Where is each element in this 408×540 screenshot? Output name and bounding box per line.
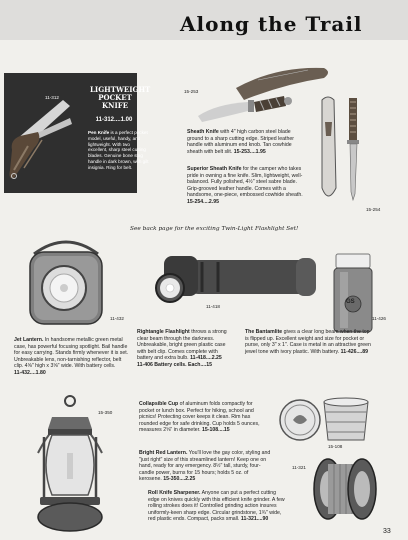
sheath-knife-desc-lead: Sheath Knife xyxy=(187,129,219,135)
see-back-page-note: See back page for the exciting Twin-Light Flashlight Set! xyxy=(130,226,299,232)
superior-sheath-knife-desc-lead: Superior Sheath Knife xyxy=(187,166,242,172)
superior-sheath-knife-image xyxy=(316,92,368,210)
red-lantern-description xyxy=(139,450,271,483)
collapsible-cup-price: 15-108....15 xyxy=(201,427,230,434)
knife-sharpener-image xyxy=(312,456,378,522)
superior-sheath-knife-description xyxy=(187,166,305,206)
bantamlite-price: 11-426....89 xyxy=(340,348,369,355)
bantamlite-image xyxy=(332,252,374,334)
jet-lantern-desc-lead: Jet Lantern. xyxy=(14,337,44,343)
battery-cells-price: 11-406 Battery cells. Each....15 xyxy=(137,361,212,368)
jet-lantern-description xyxy=(14,337,130,377)
jet-lantern-price: 11-432....1.80 xyxy=(14,369,46,376)
knife-sharpener-price: 11-321....90 xyxy=(240,516,269,523)
sheath-knife-desc-body: with 4" high carbon steel blade ground to a sharp cutting edge. Striped leather handle with aluminum end knob. Tan cowhide sheath with belt slit. xyxy=(187,129,294,155)
red-lantern-desc-lead: Bright Red Lantern. xyxy=(139,450,188,456)
pocket-knife-title xyxy=(90,85,151,110)
collapsible-cup-image xyxy=(278,396,378,444)
jet-lantern-item-number: 11-432 xyxy=(110,316,124,321)
bantamlite-desc-lead: The Bantamlite xyxy=(245,329,283,335)
pocket-knife-desc-lead: Pen Knife xyxy=(88,130,110,135)
page-number: 33 xyxy=(383,528,391,535)
jet-lantern-desc-body: In handsome metallic green metal case, has powerful focusing spotlight. Bail handle for easy carrying. Stands firmly whenever it is set. Unbreakable lens, non-tarnishing reflector, belt clip. 4⅝" high x 3⅝" wide. With battery cells. xyxy=(14,337,129,370)
rightangle-flashlight-price: 11-418....2.25 xyxy=(190,355,222,362)
gs-badge-icon: GS xyxy=(346,299,355,305)
pocket-knife-price: 11-312....1.00 xyxy=(95,117,133,123)
collapsible-cup-item-number: 15-108 xyxy=(328,444,343,449)
rightangle-flashlight-desc-body: throws a strong clear beam through the darkness. Unbreakable, bright green plastic case with belt clip. Comes complete with battery and extra bulb. xyxy=(137,329,227,362)
rightangle-flashlight-description xyxy=(137,329,234,369)
page-title: Along the Trail xyxy=(180,12,363,36)
jet-lantern-image xyxy=(22,236,110,328)
collapsible-cup-desc-body: of aluminum folds compactly for pocket or lunch box. Perfect for hiking, school and picnics! Protecting cover keeps it clean. Rim has rounded edge for safe drinking. Cup holds 5 ounces, measures 2⅝" in diameter. xyxy=(139,401,260,434)
sheath-knife-item-number: 15-253 xyxy=(184,89,199,94)
rightangle-flashlight-item-number: 11-418 xyxy=(206,304,220,309)
red-lantern-item-number: 15-350 xyxy=(98,410,113,415)
knife-sharpener-desc-body: Anyone can put a perfect cutting edge on knives quickly with this efficient knife grinder. A few rolling strokes does it! Controlled grinding action insures uniformly-keen sharp edge. Circular grindstone, 1¾" wide, red plastic ends. Compact, packs small. xyxy=(148,490,285,523)
rightangle-flashlight-desc-lead: Rightangle Flashlight xyxy=(137,329,190,335)
sheath-knife-image xyxy=(196,60,336,130)
bantamlite-desc-body: gives a clear long beam when the top is flipped up. Excellent weight and size for pocket or purse, only 3" x 1". Case is metal in an attractive green jewel tone with ivory plastic. With battery. xyxy=(245,329,371,355)
collapsible-cup-description xyxy=(139,401,267,434)
superior-sheath-knife-item-number: 15-254 xyxy=(366,207,381,212)
red-lantern-desc-body: You'll love the gay color, styling and "just right" size of this streamlined lantern! Keep one on hand, ready for any emergency. 8½" tall, sturdy, four-candle power, burns for 15 hours; holds 5 oz. of kerosene. xyxy=(139,450,271,483)
sheath-knife-description xyxy=(187,129,305,155)
pocket-knife-title-line2: POCKET xyxy=(98,93,132,102)
knife-sharpener-desc-lead: Roll Knife Sharpener. xyxy=(148,490,201,496)
sheath-knife-price: 15-253....1.95 xyxy=(233,148,266,155)
pocket-knife-description xyxy=(88,130,150,171)
pocket-knife-desc-body: is a perfect pocket model, useful, handy, and lightweight. With two excellent, sharp steel cutting blades. Genuine bone stag handle in dark brown, with gilt insignia. Ring for belt. xyxy=(88,130,149,170)
bantamlite-item-number: 11-426 xyxy=(372,316,386,321)
superior-sheath-knife-price: 15-254....2.95 xyxy=(187,198,220,205)
red-lantern-price: 15-350....2.25 xyxy=(163,476,196,483)
superior-sheath-knife-desc-body: for the camper who takes pride in owning a fine knife. Slim, lightweight, well-balanced. Fully polished, 4½" steel sabre blade. Grip-grooved leather handle. Comes with a handsome, one-piece, embossed cowhide sheath. xyxy=(187,166,303,199)
rightangle-flashlight-image xyxy=(146,250,324,310)
collapsible-cup-desc-lead: Collapsible Cup xyxy=(139,401,179,407)
knife-sharpener-description xyxy=(148,490,286,523)
knife-sharpener-item-number: 11-321 xyxy=(292,465,306,470)
bantamlite-description xyxy=(245,329,373,355)
pocket-knife-item-number: 11-312 xyxy=(45,95,59,100)
pocket-knife-title-line1: LIGHTWEIGHT xyxy=(90,85,151,94)
pocket-knife-title-line3: KNIFE xyxy=(101,101,129,110)
